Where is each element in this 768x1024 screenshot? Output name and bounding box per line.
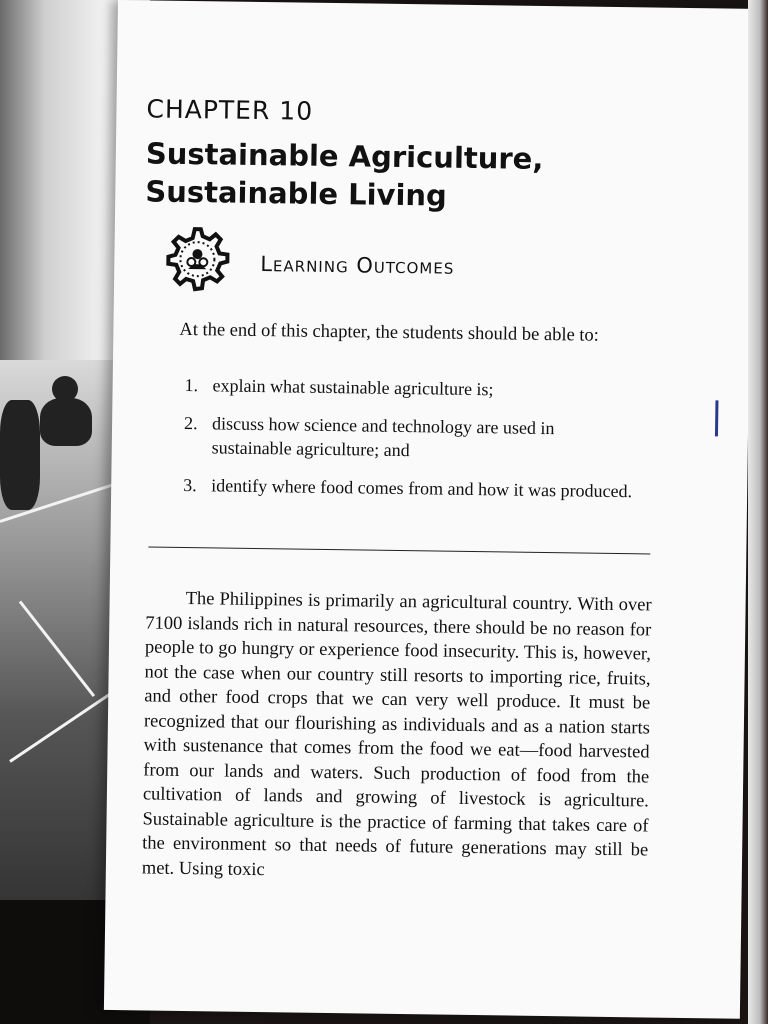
- chapter-title: Sustainable Agriculture, Sustainable Living: [145, 136, 544, 213]
- list-text: explain what sustainable agriculture is;: [212, 375, 494, 400]
- learning-outcomes-heading: Learning Outcomes: [260, 252, 455, 279]
- person-figure: [0, 400, 40, 510]
- list-text: identify where food comes from and how it was produced.: [211, 475, 633, 502]
- chapter-label: CHAPTER 10: [146, 94, 314, 126]
- list-number: 1.: [184, 374, 199, 396]
- book-page: [104, 0, 754, 1019]
- list-text: discuss how science and technology are used in sustainable agriculture; and: [211, 413, 555, 461]
- page-bleed-mark: [715, 400, 719, 436]
- learning-outcomes-header: [148, 222, 629, 299]
- outcomes-intro: At the end of this chapter, the students should be able to:: [179, 319, 600, 346]
- section-divider: [148, 546, 650, 554]
- outcome-list: [183, 373, 635, 517]
- page-edge: [748, 0, 768, 1024]
- list-item: [184, 373, 634, 403]
- list-number: 3.: [183, 474, 197, 496]
- person-figure: [40, 398, 92, 446]
- list-number: 2.: [183, 412, 198, 434]
- gear-people-icon: [148, 222, 241, 297]
- body-paragraph: The Philippines is primarily an agricultural country. With over 7100 islands rich in natural resources, there should be no reason for people to go hungry or experience food insecurity. This is, however, not the case when our country still resorts to importing rice, fruits, and other food crops that we can very well produce. It must be recognized that our flourishing as individuals and as a nation starts with sustenance that comes from the food we eat—food harvested from our lands and waters. Such production of food from the cultivation of lands and growing of livestock is agriculture. Sustainable agriculture is the practice of farming that takes care of the environment so that needs of future generations may still be met. Using toxic: [141, 589, 652, 880]
- list-item: [183, 473, 633, 503]
- list-item: [184, 411, 635, 465]
